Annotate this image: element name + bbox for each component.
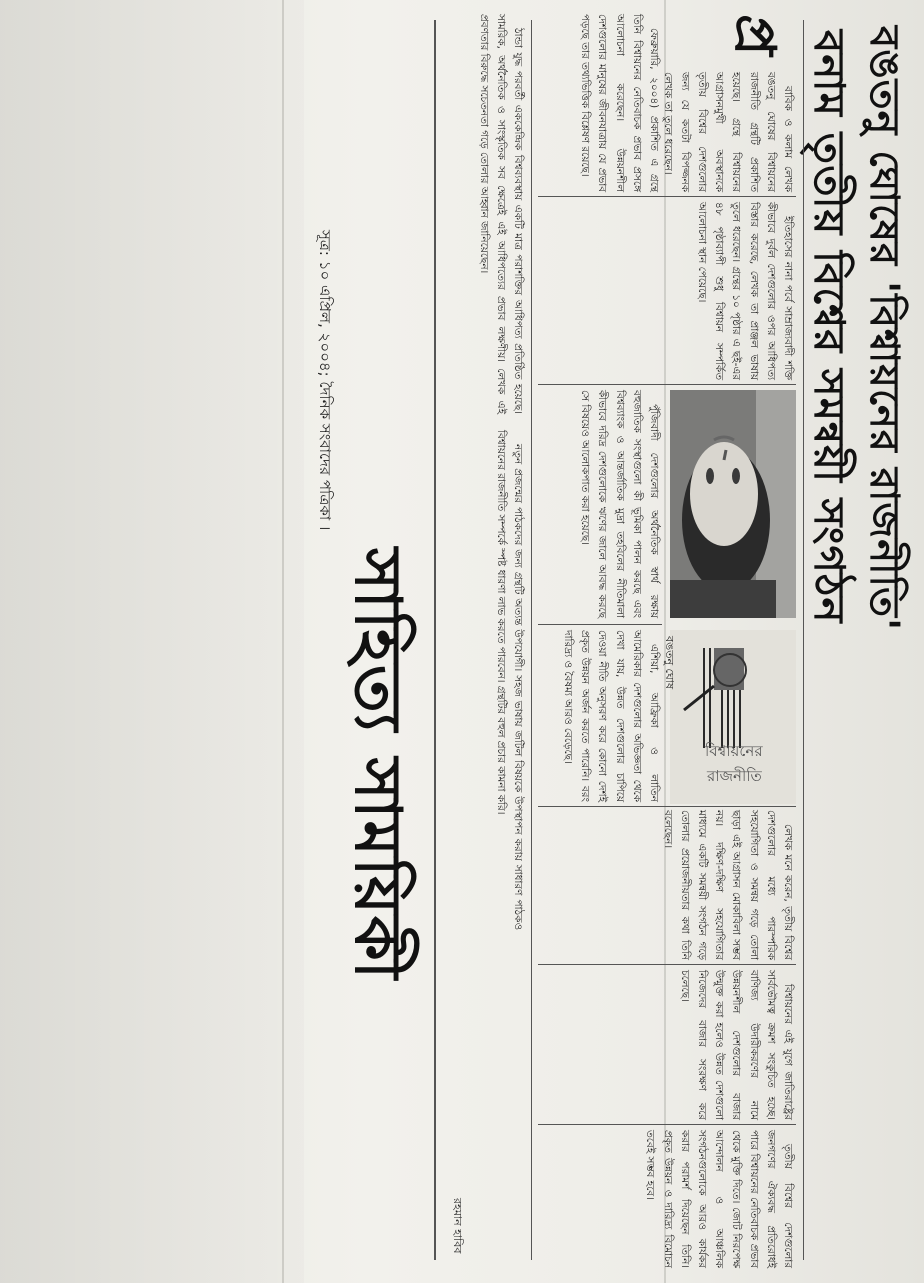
column-rule (538, 624, 662, 625)
article-column-7 (538, 390, 662, 618)
masthead-rule (434, 20, 436, 1260)
column-rule (538, 806, 796, 807)
masthead-title: সাহিত্য সাময়িকী (340, 548, 415, 982)
column-rule (538, 1124, 796, 1125)
column-text: পুঁজিবাদী দেশগুলোর অর্থনৈতিক স্বার্থ রক্ষায় বহুজাতিক সংস্থাগুলো কী ভূমিকা পালন করছে এবং বিশ্বব্যাংক ও আন্তর্জাতিক মুদ্রা তহবিলের নীতিমালা কীভাবে দরিদ্র দেশগুলোকে ঋণের জালে আবদ্ধ করছে সে বিষয়েও আলোকপাত করা হয়েছে। (579, 390, 660, 618)
column-rule (538, 196, 796, 197)
blank-paper-area (0, 0, 304, 1283)
article-column-3 (538, 810, 796, 960)
headline-line-2: বনাম তৃতীয় বিশ্বের সমন্বয়ী সংগঠন (805, 30, 854, 624)
photo-caption: বঙতনু ঘোষ (663, 636, 676, 690)
headline-rule (803, 20, 804, 1260)
author-photo (670, 390, 796, 618)
column-text: ইতিহাসের নানা পর্বে সাম্রাজ্যবাদী শক্তি কীভাবে দুর্বল দেশগুলোর ওপর আধিপত্য বিস্তার করেছে, লেখক তা প্রাঞ্জল ভাষায় তুলে ধরেছেন। গ্রন্থের ১০ পৃষ্ঠার এ ছই-এর ৪৮ পৃষ্ঠাব্যাপী শুধু বিশ্বায়ন সম্পর্কিত আলোচনা স্থান পেয়েছে। (695, 202, 794, 380)
column-text: তৃতীয় বিশ্বের দেশগুলোর জনগণের ঐক্যবদ্ধ প্রতিরোধই পারে বিশ্বায়নের নেতিবাচক প্রভাব থেকে মুক্তি দিতে। জোট নিরপেক্ষ আন্দোলন ও আঞ্চলিক সংগঠনগুলোকে আরও কার্যকর করার পরামর্শ দিয়েছেন তিনি। প্রকৃত উন্নয়ন ও দারিদ্র্য বিমোচন তবেই সম্ভব হবে। (644, 1130, 794, 1268)
headline-line-1: বঙতনু ঘোষের 'বিশ্বায়নের রাজনীতি' (861, 26, 908, 632)
column-text: বিশ্বায়নের এই যুগে জাতিরাষ্ট্রের সার্বভৌমত্ব ক্রমশ সংকুচিত হচ্ছে। বাণিজ্য উদারীকরণের নামে উন্নয়নশীল দেশগুলোর বাজার উন্মুক্ত করা হলেও উন্নত দেশগুলো নিজেদের বাজার সংরক্ষণ করে চলেছে। (678, 970, 794, 1120)
column-text: বাবিক ও কলাম লেখক বঙতনু ঘোষের বিশ্বায়নের রাজনীতি গ্রন্থটি প্রকাশিত হয়েছে। গ্রন্থে বিশ্বায়নের আগ্রাসনমুখী অবস্থানকে তৃতীয় বিশ্বের দেশগুলোর জন্য যে কতটা বিপজ্জনক লেখক তা তুলে ধরেছেন। (661, 72, 794, 192)
column-text: এশিয়া, আফ্রিকা ও লাতিন আমেরিকার দেশগুলোর অভিজ্ঞতা থেকে দেখা যায়, উন্নত দেশগুলোর চাপিয়ে দেওয়া নীতি অনুসরণ করে কোনো দেশই প্রকৃত উন্নয়ন অর্জন করতে পারেনি। বরং দারিদ্র্য ও বৈষম্য আরও বেড়েছে। (561, 630, 660, 802)
book-cover (670, 630, 796, 804)
column-rule (538, 964, 796, 965)
article-column-9 (446, 14, 526, 414)
column-text: ফেব্রুয়ারি, ২০০৪) প্রকাশিত এ গ্রন্থে তিনি বিশ্বায়নের নেতিবাচক প্রভাব প্রসঙ্গে আলোচনা করেছেন। উন্নয়নশীল দেশগুলোর মানুষের জীবনযাত্রায় যে প্রভাব পড়ছে তার তথ্যভিত্তিক বিশ্লেষণ রয়েছে। (579, 14, 660, 192)
article-column-6 (538, 14, 662, 192)
article-column-1 (661, 72, 796, 192)
column-text: নতুন প্রজন্মের পাঠকদের জন্য গ্রন্থটি অত্যন্ত উপযোগী। সহজ ভাষায় জটিল বিষয়কে উপস্থাপন করায় সাধারণ পাঠকও বিশ্বায়নের রাজনীতি সম্পর্কে স্পষ্ট ধারণা লাভ করতে পারবেন। গ্রন্থটির বহুল প্রচার কামনা করি। (494, 430, 524, 930)
source-line: সূত্র: ১০ এপ্রিল, ২০০৪; দৈনিক সংবাদের পত্রিকা । (316, 230, 334, 531)
article-column-8 (538, 630, 662, 802)
section-rule (531, 20, 532, 1260)
author-signature: রহমান হাবিব (451, 1198, 464, 1254)
drop-cap: প্র (722, 14, 788, 56)
article-column-2 (538, 202, 796, 380)
column-text: ঠান্ডা যুদ্ধ পরবর্তী এককেন্দ্রিক বিশ্বব্যবস্থায় একটি মাত্র পরাশক্তির আধিপত্য প্রতিষ্ঠিত হয়েছে। সামরিক, অর্থনৈতিক ও সাংস্কৃতিক সব ক্ষেত্রেই এই আধিপত্যের প্রভাব লক্ষণীয়। লেখক এই প্রবণতার বিরুদ্ধে সচেতনতা গড়ে তোলার আহ্বান জানিয়েছেন। (477, 14, 524, 414)
column-rule (538, 384, 796, 385)
book-cover-title: বিশ্বায়নের রাজনীতি (705, 742, 763, 785)
article-column-5 (538, 1130, 796, 1268)
author-portrait-image (670, 390, 796, 618)
article-column-4 (538, 970, 796, 1120)
article-column-10 (446, 430, 526, 930)
column-text: লেখক মনে করেন, তৃতীয় বিশ্বের দেশগুলোর মধ্যে পারস্পরিক সহযোগিতা ও সমন্বয় গড়ে তোলা ছাড়া এই আগ্রাসন মোকাবিলা সম্ভব নয়। দক্ষিণ-দক্ষিণ সহযোগিতার মাধ্যমে একটি সমন্বয়ী সংগঠন গড়ে তোলার প্রয়োজনীয়তার কথা তিনি বলেছেন। (661, 810, 794, 960)
